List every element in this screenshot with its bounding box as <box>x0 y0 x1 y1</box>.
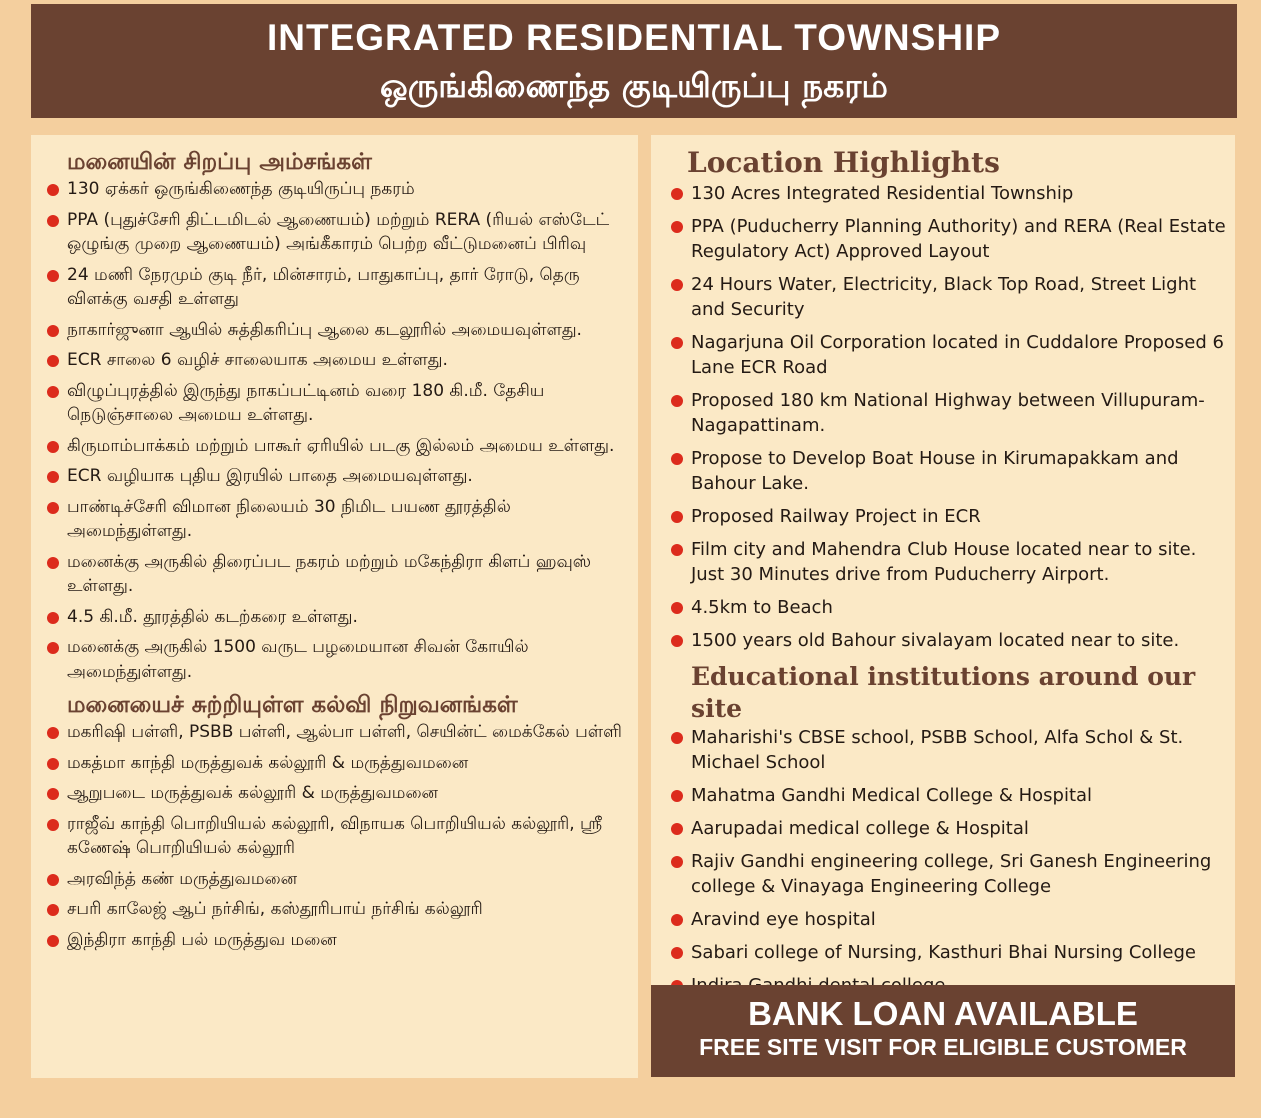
list-item: ராஜீவ் காந்தி பொறியியல் கல்லூரி, விநாயக பொறியியல் கல்லூரி, ஸ்ரீ கணேஷ் பொறியியல் கல்லூரி <box>45 812 630 861</box>
list-item: அரவிந்த் கண் மருத்துவமனை <box>45 867 630 892</box>
list-item: Film city and Mahendra Club House located near to site. Just 30 Minutes drive from Puducherry Airport. <box>669 537 1229 587</box>
list-item: Sabari college of Nursing, Kasthuri Bhai Nursing College <box>669 940 1229 965</box>
list-item: ECR சாலை 6 வழிச் சாலையாக அமைய உள்ளது. <box>45 348 630 373</box>
list-item: PPA (Puducherry Planning Authority) and RERA (Real Estate Regulatory Act) Approved Layout <box>669 214 1229 264</box>
list-item: Aravind eye hospital <box>669 907 1229 932</box>
list-item: 130 Acres Integrated Residential Township <box>669 181 1229 206</box>
list-item: ECR வழியாக புதிய இரயில் பாதை அமையவுள்ளது. <box>45 464 630 489</box>
title-tamil: ஒருங்கிணைந்த குடியிருப்பு நகரம் <box>380 66 888 105</box>
list-item: Maharishi's CBSE school, PSBB School, Alfa Schol & St. Michael School <box>669 725 1229 775</box>
title-english: INTEGRATED RESIDENTIAL TOWNSHIP <box>266 17 1002 58</box>
bank-loan-text: BANK LOAN AVAILABLE <box>748 995 1138 1032</box>
list-item: மகத்மா காந்தி மருத்துவக் கல்லூரி & மருத்துவமனை <box>45 751 630 776</box>
list-item: Propose to Develop Boat House in Kirumapakkam and Bahour Lake. <box>669 446 1229 496</box>
list-item: 130 ஏக்கர் ஒருங்கிணைந்த குடியிருப்பு நகரம் <box>45 177 630 202</box>
list-item: Proposed 180 km National Highway between Villupuram-Nagapattinam. <box>669 388 1229 438</box>
list-item: இந்திரா காந்தி பல் மருத்துவ மனை <box>45 928 630 953</box>
features-list-tamil <box>45 177 630 684</box>
bank-loan-banner <box>651 985 1235 1077</box>
list-item: Nagarjuna Oil Corporation located in Cuddalore Proposed 6 Lane ECR Road <box>669 330 1229 380</box>
list-item: 1500 years old Bahour sivalayam located near to site. <box>669 628 1229 653</box>
list-item: மனைக்கு அருகில் 1500 வருட பழமையான சிவன் கோயில் அமைந்துள்ளது. <box>45 635 630 684</box>
list-item: பாண்டிச்சேரி விமான நிலையம் 30 நிமிட பயண தூரத்தில் அமைந்துள்ளது. <box>45 495 630 544</box>
list-item: கிருமாம்பாக்கம் மற்றும் பாகூர் ஏரியில் படகு இல்லம் அமைய உள்ளது. <box>45 434 630 459</box>
location-heading: Location Highlights <box>687 146 1000 179</box>
location-list <box>669 181 1229 653</box>
list-item: நாகார்ஜுனா ஆயில் சுத்திகரிப்பு ஆலை கடலூரில் அமையவுள்ளது. <box>45 318 630 343</box>
list-item: மனைக்கு அருகில் திரைப்பட நகரம் மற்றும் மகேந்திரா கிளப் ஹவுஸ் உள்ளது. <box>45 550 630 599</box>
list-item: Aarupadai medical college & Hospital <box>669 816 1229 841</box>
list-item: 4.5km to Beach <box>669 595 1229 620</box>
list-item: சபரி காலேஜ் ஆப் நர்சிங், கஸ்தூரிபாய் நர்சிங் கல்லூரி <box>45 897 630 922</box>
list-item: விழுப்புரத்தில் இருந்து நாகப்பட்டினம் வரை 180 கி.மீ. தேசிய நெடுஞ்சாலை அமைய உள்ளது. <box>45 379 630 428</box>
list-item: Proposed Railway Project in ECR <box>669 504 1229 529</box>
site-visit-text: FREE SITE VISIT FOR ELIGIBLE CUSTOMER <box>699 1034 1187 1060</box>
edu-heading-tamil: மனையைச் சுற்றியுள்ள கல்வி நிறுவனங்கள் <box>67 692 518 718</box>
list-item: Mahatma Gandhi Medical College & Hospital <box>669 783 1229 808</box>
list-item: PPA (புதுச்சேரி திட்டமிடல் ஆணையம்) மற்றும் RERA (ரியல் எஸ்டேட் ஒழுங்கு முறை ஆணையம்) அங்கீகாரம் பெற்ற வீட்டுமனைப் பிரிவு <box>45 208 630 257</box>
edu-heading-english: Educational institutions around our site <box>691 662 1196 723</box>
english-panel <box>651 135 1235 985</box>
features-heading-tamil: மனையின் சிறப்பு அம்சங்கள் <box>67 149 372 175</box>
tamil-panel <box>31 135 638 1078</box>
list-item: 4.5 கி.மீ. தூரத்தில் கடற்கரை உள்ளது. <box>45 605 630 630</box>
list-item: 24 Hours Water, Electricity, Black Top Road, Street Light and Security <box>669 272 1229 322</box>
list-item: 24 மணி நேரமும் குடி நீர், மின்சாரம், பாதுகாப்பு, தார் ரோடு, தெரு விளக்கு வசதி உள்ளது <box>45 263 630 312</box>
list-item: மகரிஷி பள்ளி, PSBB பள்ளி, ஆல்பா பள்ளி, செயின்ட் மைக்கேல் பள்ளி <box>45 720 630 745</box>
list-item: ஆறுபடை மருத்துவக் கல்லூரி & மருத்துவமனை <box>45 781 630 806</box>
title-banner <box>31 4 1237 118</box>
edu-list-english <box>669 725 1229 998</box>
edu-list-tamil <box>45 720 630 952</box>
list-item: Rajiv Gandhi engineering college, Sri Ganesh Engineering college & Vinayaga Engineering College <box>669 849 1229 899</box>
